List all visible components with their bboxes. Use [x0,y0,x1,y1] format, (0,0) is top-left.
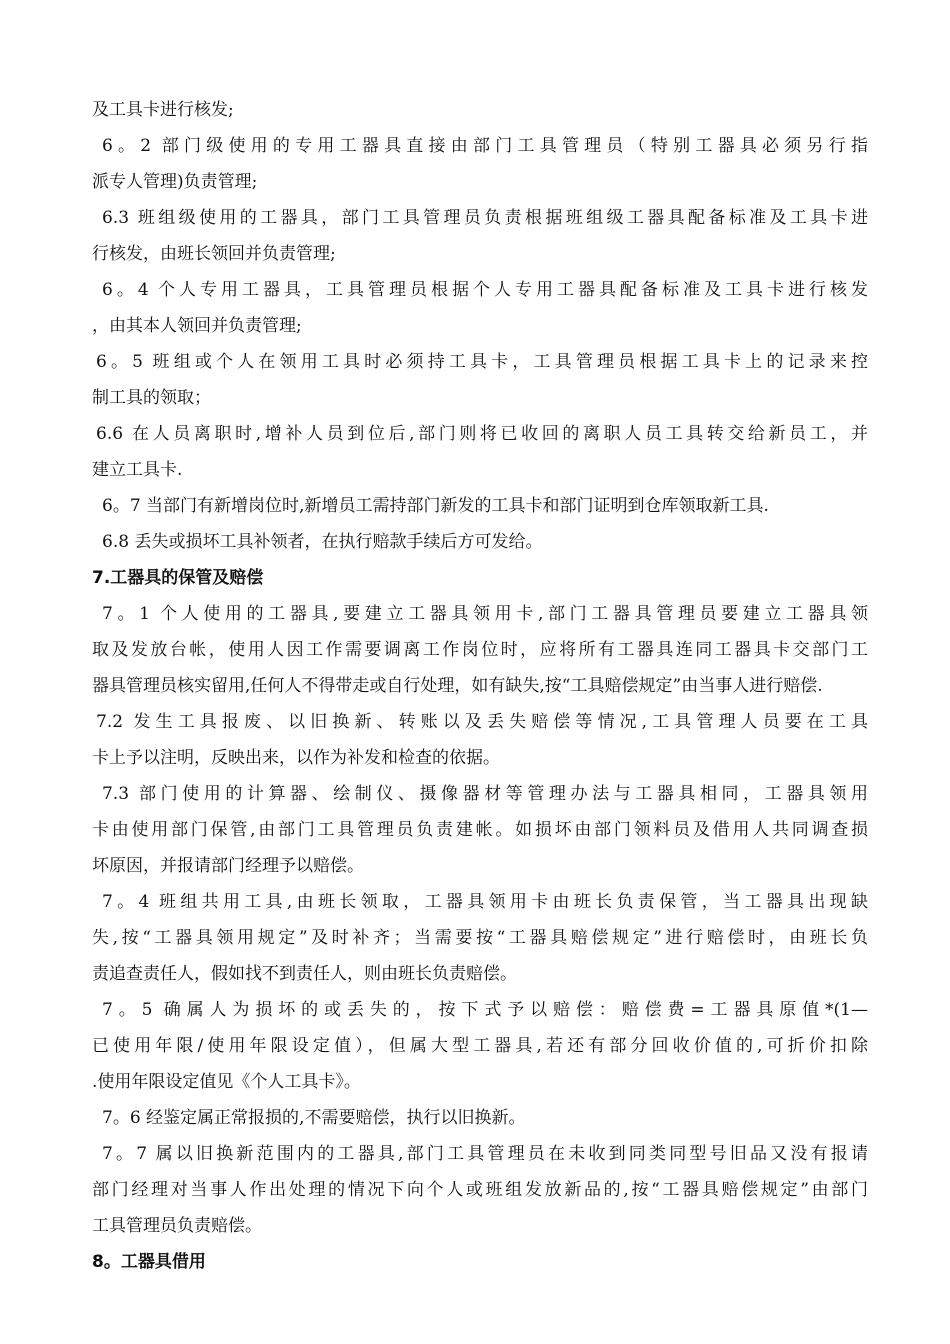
text-line: ，由其本人领回并负责管理; [92,316,302,336]
text-line: 卡上予以注明，反映出来，以作为补发和检查的依据。 [92,748,500,768]
document-body [92,92,868,1280]
text-line: 派专人管理)负责管理; [92,172,258,192]
text-line: 部门经理对当事人作出处理的情况下向个人或班组发放新品的,按“工器具赔偿规定”由部门 [92,1180,868,1200]
text-line: 7.3 部门使用的计算器、绘制仪、摄像器材等管理办法与工器具相同，工器具领用 [102,784,868,804]
text-line: 7。7 属以旧换新范围内的工器具,部门工具管理员在未收到同类同型号旧品又没有报请 [102,1144,868,1164]
text-line: 器具管理员核实留用,任何人不得带走或自行处理，如有缺失,按“工具赔偿规定”由当事人进行赔偿. [92,676,823,696]
text-line: 6。5 班组或个人在领用工具时必须持工具卡，工具管理员根据工具卡上的记录来控 [96,352,868,372]
text-line: 坏原因，并报请部门经理予以赔偿。 [92,856,364,876]
text-line: 行核发，由班长领回并负责管理; [92,244,336,264]
text-line: 卡由使用部门保管,由部门工具管理员负责建帐。如损坏由部门领料员及借用人共同调查损 [92,820,868,840]
text-line: 6.8 丢失或损坏工具补领者，在执行赔款手续后方可发给。 [102,532,543,552]
section-heading: 8。工器具借用 [92,1252,206,1272]
text-line: 责追查责任人，假如找不到责任人，则由班长负责赔偿。 [92,964,517,984]
section-heading: 7.工器具的保管及赔偿 [92,568,264,588]
text-line: 建立工具卡. [92,460,183,480]
text-line: 7。6 经鉴定属正常报损的,不需要赔偿，执行以旧换新。 [102,1108,526,1128]
text-line: 6.3 班组级使用的工器具，部门工具管理员负责根据班组级工器具配备标准及工具卡进 [102,208,868,228]
text-line: 6。4 个人专用工器具，工具管理员根据个人专用工器具配备标准及工具卡进行核发 [102,280,868,300]
text-line: 及工具卡进行核发; [92,100,234,120]
text-line: 7。1 个人使用的工器具,要建立工器具领用卡,部门工器具管理员要建立工器具领 [102,604,868,624]
text-line: 失,按“工器具领用规定”及时补齐；当需要按“工器具赔偿规定”进行赔偿时，由班长负 [92,928,868,948]
text-line: 7。5 确属人为损坏的或丢失的，按下式予以赔偿：赔偿费=工器具原值*(1— [102,1000,868,1020]
text-line: 6。7 当部门有新增岗位时,新增员工需持部门新发的工具卡和部门证明到仓库领取新工具. [102,496,769,516]
text-line: 6.6 在人员离职时,增补人员到位后,部门则将已收回的离职人员工具转交给新员工，并 [96,424,868,444]
text-line: 7。4 班组共用工具,由班长领取，工器具领用卡由班长负责保管，当工器具出现缺 [102,892,868,912]
text-line: 7.2 发生工具报废、以旧换新、转账以及丢失赔偿等情况,工具管理人员要在工具 [96,712,868,732]
text-line: 制工具的领取； [92,388,211,408]
text-line: .使用年限设定值见《个人工具卡》。 [92,1072,361,1092]
text-line: 已使用年限/使用年限设定值），但属大型工器具,若还有部分回收价值的,可折价扣除 [92,1036,868,1056]
text-line: 6。2 部门级使用的专用工器具直接由部门工具管理员（特别工器具必须另行指 [102,136,868,156]
text-line: 取及发放台帐，使用人因工作需要调离工作岗位时，应将所有工器具连同工器具卡交部门工 [92,640,868,660]
text-line: 工具管理员负责赔偿。 [92,1216,262,1236]
